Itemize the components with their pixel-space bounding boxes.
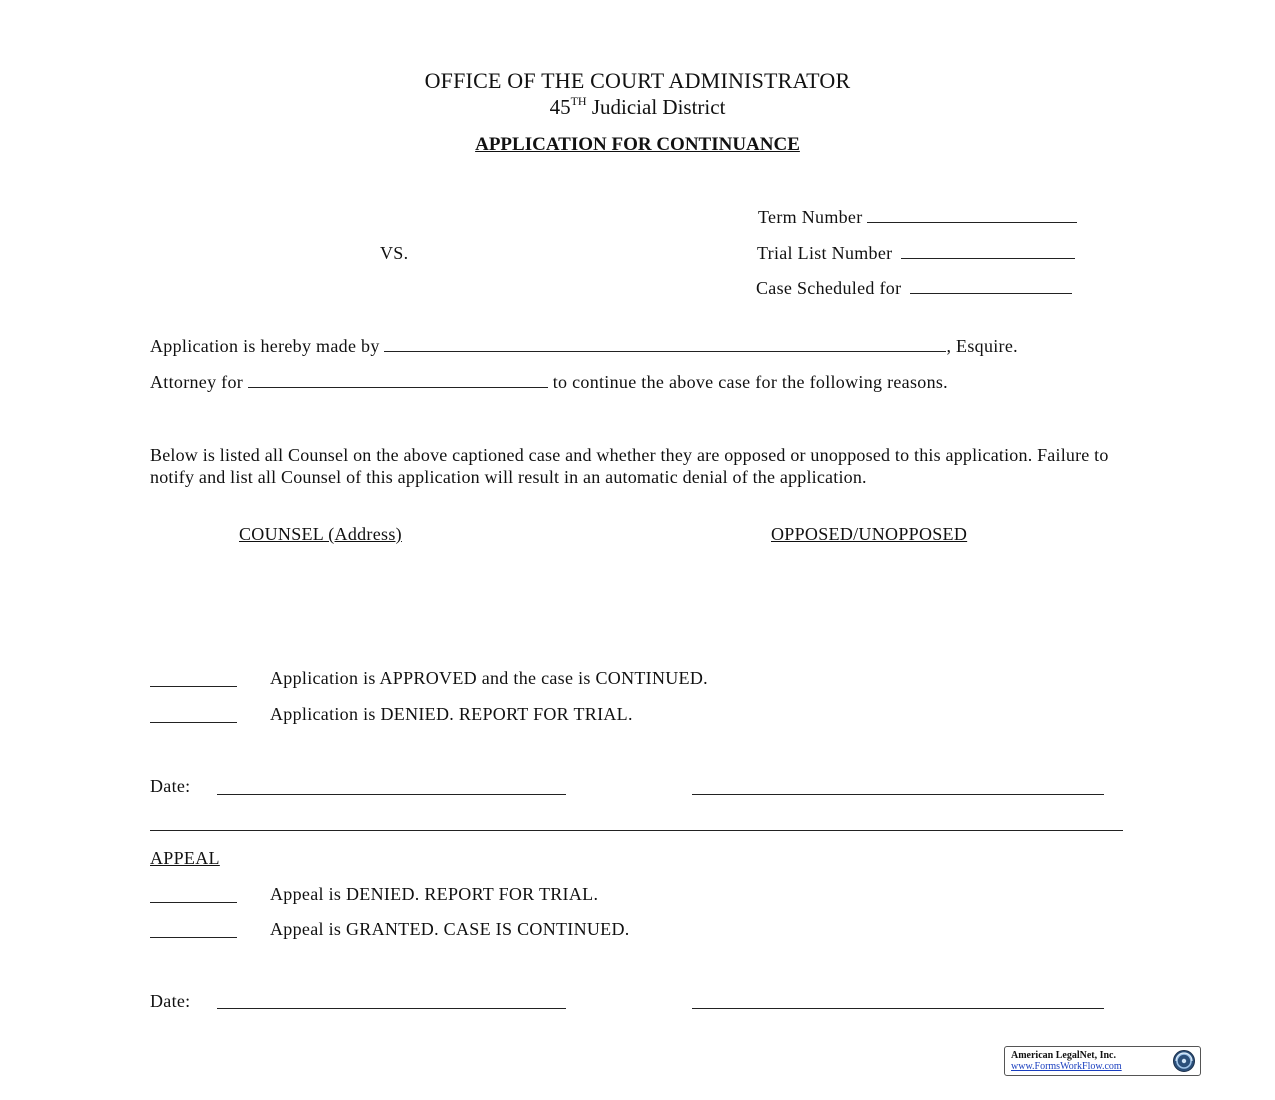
district-superscript: TH	[570, 94, 587, 108]
attorney-for-line	[150, 372, 948, 393]
term-number-blank[interactable]	[867, 207, 1077, 223]
form-title: APPLICATION FOR CONTINUANCE	[475, 134, 800, 155]
continue-text: to continue the above case for the following reasons.	[552, 372, 948, 392]
approved-text: Application is APPROVED and the case is CONTINUED.	[270, 668, 708, 688]
made-by-line	[150, 336, 1018, 357]
legalnet-logo[interactable]	[1004, 1046, 1201, 1076]
case-scheduled-field[interactable]	[756, 278, 1072, 299]
decision-date-line[interactable]	[217, 794, 566, 795]
office-heading: OFFICE OF THE COURT ADMINISTRATOR	[424, 68, 851, 93]
trial-list-label: Trial List Number	[757, 243, 893, 263]
decision-date-label: Date:	[150, 776, 191, 796]
appeal-denied-text: Appeal is DENIED. REPORT FOR TRIAL.	[270, 884, 599, 904]
trial-list-field[interactable]	[757, 243, 1075, 264]
company-url[interactable]: www.FormsWorkFlow.com	[1011, 1061, 1122, 1072]
appeal-heading: APPEAL	[150, 848, 220, 868]
appeal-date-label: Date:	[150, 991, 191, 1011]
trial-list-blank[interactable]	[901, 243, 1075, 259]
attorney-for-label: Attorney for	[150, 372, 244, 392]
attorney-for-blank[interactable]	[248, 372, 548, 388]
district-number: 45	[549, 95, 571, 119]
case-scheduled-blank[interactable]	[910, 278, 1072, 294]
vs-label: VS.	[380, 243, 409, 263]
approved-checkline[interactable]	[150, 686, 237, 687]
appeal-signature-line[interactable]	[692, 1008, 1104, 1009]
counsel-column-heading: COUNSEL (Address)	[239, 524, 402, 544]
appeal-granted-checkline[interactable]	[150, 937, 237, 938]
decision-signature-line[interactable]	[692, 794, 1104, 795]
globe-icon	[1171, 1049, 1197, 1073]
denied-text: Application is DENIED. REPORT FOR TRIAL.	[270, 704, 633, 724]
made-by-label: Application is hereby made by	[150, 336, 380, 356]
appeal-granted-text: Appeal is GRANTED. CASE IS CONTINUED.	[270, 919, 630, 939]
district-label: Judicial District	[591, 95, 726, 119]
section-divider	[150, 830, 1123, 831]
district-heading	[0, 95, 1275, 120]
term-number-label: Term Number	[758, 207, 863, 227]
opposed-column-heading: OPPOSED/UNOPPOSED	[771, 524, 968, 544]
term-number-field[interactable]	[758, 207, 1077, 228]
esquire-suffix: , Esquire.	[946, 336, 1018, 356]
appeal-date-line[interactable]	[217, 1008, 566, 1009]
counsel-notice: Below is listed all Counsel on the above captioned case and whether they are opposed or unopposed to this application. Failure to notify and list all Counsel of this application will result in an automatic denial of the application.	[150, 445, 1109, 487]
made-by-blank[interactable]	[384, 336, 946, 352]
case-scheduled-label: Case Scheduled for	[756, 278, 902, 298]
company-name: American LegalNet, Inc.	[1011, 1050, 1116, 1061]
appeal-denied-checkline[interactable]	[150, 902, 237, 903]
denied-checkline[interactable]	[150, 722, 237, 723]
